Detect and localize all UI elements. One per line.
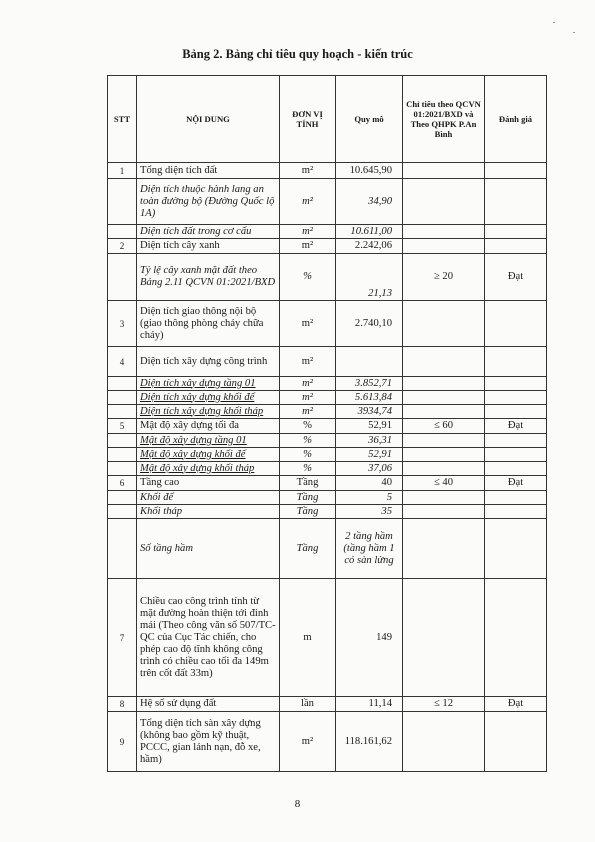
cell-value: 118.161,62 <box>336 712 403 772</box>
cell-criteria: ≥ 20 <box>403 254 485 301</box>
cell-value: 11,14 <box>336 697 403 712</box>
cell-unit: m² <box>280 405 336 419</box>
cell-criteria: ≤ 40 <box>403 476 485 491</box>
cell-content: Mật độ xây dựng khối tháp <box>137 462 280 476</box>
cell-stt <box>108 434 137 448</box>
cell-content: Chiều cao công trình tính từ mặt đường hoàn thiện tới đỉnh mái (Theo công văn số 507/TC-QC của Cục Tác chiến, cho phép cao độ tĩnh không công trình có chiều cao tối đa 149m trên cốt đất 33m) <box>137 579 280 697</box>
table-row <box>108 697 547 712</box>
cell-unit: m² <box>280 712 336 772</box>
cell-content: Diện tích xây dựng khối đế <box>137 391 280 405</box>
cell-criteria <box>403 377 485 391</box>
cell-unit: Tầng <box>280 519 336 579</box>
cell-stt <box>108 179 137 225</box>
table-row <box>108 347 547 377</box>
cell-content: Hệ số sử dụng đất <box>137 697 280 712</box>
cell-criteria <box>403 505 485 519</box>
cell-content: Tỷ lệ cây xanh mặt đất theo Bảng 2.11 QCVN 01:2021/BXD <box>137 254 280 301</box>
scan-speck <box>553 22 555 23</box>
cell-content: Số tầng hầm <box>137 519 280 579</box>
cell-value: 52,91 <box>336 448 403 462</box>
table-row <box>108 225 547 239</box>
cell-content: Diện tích cây xanh <box>137 239 280 254</box>
cell-criteria <box>403 163 485 179</box>
cell-unit: % <box>280 434 336 448</box>
cell-unit: % <box>280 254 336 301</box>
table-row <box>108 462 547 476</box>
cell-evaluation <box>485 347 547 377</box>
cell-criteria <box>403 448 485 462</box>
cell-stt <box>108 225 137 239</box>
cell-stt <box>108 391 137 405</box>
cell-evaluation <box>485 405 547 419</box>
page-number: 8 <box>294 798 301 810</box>
cell-criteria <box>403 579 485 697</box>
cell-content: Tổng diện tích sàn xây dựng (không bao gồm kỹ thuật, PCCC, gian lánh nạn, đỗ xe, hầm) <box>137 712 280 772</box>
table-row <box>108 405 547 419</box>
cell-value: 36,31 <box>336 434 403 448</box>
table-row <box>108 448 547 462</box>
cell-unit: m² <box>280 239 336 254</box>
cell-stt <box>108 448 137 462</box>
table-row <box>108 391 547 405</box>
table-row <box>108 419 547 434</box>
cell-value: 21,13 <box>336 254 403 301</box>
table-title: Bảng 2. Bảng chỉ tiêu quy hoạch - kiến trúc <box>182 47 413 61</box>
table-row <box>108 579 547 697</box>
cell-unit: m² <box>280 347 336 377</box>
cell-value: 5.613,84 <box>336 391 403 405</box>
cell-value: 35 <box>336 505 403 519</box>
cell-content: Tầng cao <box>137 476 280 491</box>
cell-unit: Tầng <box>280 491 336 505</box>
cell-criteria <box>403 391 485 405</box>
table-row <box>108 377 547 391</box>
cell-unit: % <box>280 448 336 462</box>
cell-value: 10.611,00 <box>336 225 403 239</box>
cell-content: Diện tích giao thông nội bộ (giao thông phòng cháy chữa cháy) <box>137 301 280 347</box>
header-evaluation: Đánh giá <box>485 76 547 163</box>
cell-content: Khối tháp <box>137 505 280 519</box>
cell-criteria <box>403 347 485 377</box>
cell-evaluation <box>485 391 547 405</box>
cell-content: Mật độ xây dựng khối đế <box>137 448 280 462</box>
cell-evaluation <box>485 163 547 179</box>
table-row <box>108 179 547 225</box>
cell-evaluation <box>485 377 547 391</box>
cell-evaluation <box>485 505 547 519</box>
cell-criteria <box>403 301 485 347</box>
cell-criteria <box>403 712 485 772</box>
cell-value: 2 tầng hầm (tầng hầm 1 có sàn lửng <box>336 519 403 579</box>
cell-stt <box>108 377 137 391</box>
cell-evaluation <box>485 448 547 462</box>
cell-value: 10.645,90 <box>336 163 403 179</box>
cell-evaluation <box>485 579 547 697</box>
cell-value: 37,06 <box>336 462 403 476</box>
cell-stt <box>108 405 137 419</box>
cell-evaluation: Đạt <box>485 419 547 434</box>
cell-content: Tổng diện tích đất <box>137 163 280 179</box>
cell-stt <box>108 519 137 579</box>
cell-criteria <box>403 462 485 476</box>
table-row <box>108 491 547 505</box>
cell-unit: % <box>280 419 336 434</box>
table-row <box>108 163 547 179</box>
cell-unit: m² <box>280 377 336 391</box>
table-row <box>108 712 547 772</box>
cell-evaluation <box>485 301 547 347</box>
cell-stt <box>108 491 137 505</box>
cell-content: Khối đế <box>137 491 280 505</box>
cell-criteria: ≤ 12 <box>403 697 485 712</box>
cell-evaluation <box>485 519 547 579</box>
cell-value: 5 <box>336 491 403 505</box>
cell-evaluation <box>485 239 547 254</box>
cell-criteria <box>403 225 485 239</box>
cell-stt <box>108 254 137 301</box>
cell-value <box>336 347 403 377</box>
cell-content: Mật độ xây dựng tầng 01 <box>137 434 280 448</box>
cell-content: Diện tích đất trong cơ cấu <box>137 225 280 239</box>
header-scale: Quy mô <box>336 76 403 163</box>
cell-value: 2.740,10 <box>336 301 403 347</box>
cell-value: 34,90 <box>336 179 403 225</box>
cell-stt: 4 <box>108 347 137 377</box>
table-row <box>108 301 547 347</box>
cell-evaluation: Đạt <box>485 697 547 712</box>
cell-stt: 8 <box>108 697 137 712</box>
cell-content: Mật độ xây dựng tối đa <box>137 419 280 434</box>
cell-content: Diện tích xây dựng công trình <box>137 347 280 377</box>
cell-value: 3.852,71 <box>336 377 403 391</box>
scan-speck <box>573 32 575 33</box>
cell-stt: 3 <box>108 301 137 347</box>
table-row <box>108 239 547 254</box>
cell-unit: m² <box>280 163 336 179</box>
cell-evaluation <box>485 434 547 448</box>
cell-criteria <box>403 519 485 579</box>
cell-value: 149 <box>336 579 403 697</box>
cell-evaluation: Đạt <box>485 254 547 301</box>
cell-value: 52,91 <box>336 419 403 434</box>
cell-unit: m² <box>280 225 336 239</box>
cell-value: 3934,74 <box>336 405 403 419</box>
cell-unit: Tầng <box>280 476 336 491</box>
header-content: NỘI DUNG <box>137 76 280 163</box>
header-stt: STT <box>108 76 137 163</box>
table-row <box>108 254 547 301</box>
cell-evaluation: Đạt <box>485 476 547 491</box>
cell-content: Diện tích xây dựng tầng 01 <box>137 377 280 391</box>
cell-unit: % <box>280 462 336 476</box>
table-header-row <box>108 76 547 163</box>
planning-indicators-table <box>107 75 547 772</box>
table-row <box>108 434 547 448</box>
cell-stt: 7 <box>108 579 137 697</box>
cell-stt <box>108 462 137 476</box>
cell-unit: Tầng <box>280 505 336 519</box>
cell-criteria <box>403 405 485 419</box>
cell-criteria <box>403 491 485 505</box>
cell-evaluation <box>485 179 547 225</box>
cell-value: 40 <box>336 476 403 491</box>
header-criteria: Chỉ tiêu theo QCVN 01:2021/BXD và Theo QHPK P.An Bình <box>403 76 485 163</box>
cell-stt: 1 <box>108 163 137 179</box>
cell-stt: 6 <box>108 476 137 491</box>
cell-unit: lần <box>280 697 336 712</box>
cell-evaluation <box>485 491 547 505</box>
cell-stt: 5 <box>108 419 137 434</box>
cell-criteria <box>403 179 485 225</box>
cell-unit: m² <box>280 179 336 225</box>
cell-unit: m² <box>280 391 336 405</box>
cell-evaluation <box>485 462 547 476</box>
header-unit: ĐƠN VỊ TÍNH <box>280 76 336 163</box>
cell-unit: m² <box>280 301 336 347</box>
cell-unit: m <box>280 579 336 697</box>
cell-content: Diện tích xây dựng khối tháp <box>137 405 280 419</box>
cell-criteria: ≤ 60 <box>403 419 485 434</box>
cell-content: Diện tích thuộc hành lang an toàn đường bộ (Đường Quốc lộ 1A) <box>137 179 280 225</box>
cell-stt <box>108 505 137 519</box>
table-row <box>108 476 547 491</box>
table-row <box>108 505 547 519</box>
cell-stt: 9 <box>108 712 137 772</box>
cell-evaluation <box>485 225 547 239</box>
cell-stt: 2 <box>108 239 137 254</box>
cell-value: 2.242,06 <box>336 239 403 254</box>
cell-criteria <box>403 239 485 254</box>
cell-evaluation <box>485 712 547 772</box>
cell-criteria <box>403 434 485 448</box>
table-row <box>108 519 547 579</box>
